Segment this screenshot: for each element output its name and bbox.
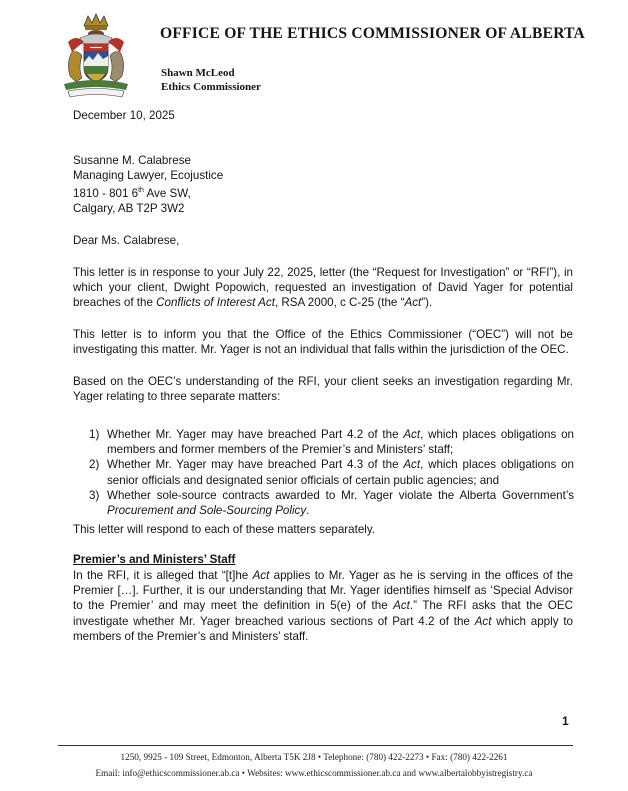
list-text-b: , which places obligations on senior officials and designated senior officials of certain public agencies; and [107,458,574,487]
paragraph-no-investigation: This letter is to inform you that the Office of the Ethics Commissioner (“OEC”) will not be investigating this matter. Mr. Yager is not an individual that falls within the jurisdiction of the OEC. [73,328,573,357]
act-title: Conflicts of Interest Act [156,296,275,310]
street-number: 1810 - 801 6 [73,187,139,201]
footer-web-line [0,768,628,778]
websites-label: Websites: [247,768,285,778]
paragraph-respond-separately: This letter will respond to each of these matters separately. [73,523,376,536]
alberta-coat-of-arms-icon [58,12,134,98]
section-heading: Premier’s and Ministers’ Staff [73,553,236,566]
footer-telephone: Telephone: (780) 422-2273 [323,752,424,762]
footer-fax: Fax: (780) 422-2261 [431,752,508,762]
para1-text-b: , RSA 2000, c C-25 (the “ [274,296,405,310]
list-italic: Act [403,428,421,441]
paragraph-premier-staff [73,568,573,644]
bullet-separator: • [423,752,432,762]
list-number: 2) [89,458,100,472]
recipient-title: Managing Lawyer, Ecojustice [73,169,224,183]
bullet-separator: • [239,768,248,778]
ethics-website-link[interactable]: www.ethicscommissioner.ab.ca [284,768,401,778]
street-name: Ave SW, [143,187,191,201]
paragraph-rfi-response [73,265,573,311]
list-number: 3) [89,488,100,502]
recipient-address-block [73,153,573,217]
list-item [89,427,574,457]
list-number: 1) [89,428,100,441]
act-short: Act [404,296,422,310]
email-link[interactable]: info@ethicscommissioner.ab.ca [122,768,240,778]
office-title: OFFICE OF THE ETHICS COMMISSIONER OF ALBERTA [160,25,586,42]
para5-text-a: In the RFI, it is alleged that “[t]he [73,569,253,582]
act-italic: Act [393,599,410,613]
footer-contact-line [0,752,628,762]
and-text: and [400,768,419,778]
recipient-street [73,183,573,201]
footer-divider [58,745,573,746]
commissioner-role: Ethics Commissioner [161,81,261,93]
list-italic: Act [403,458,421,472]
recipient-city: Calgary, AB T2P 3W2 [73,202,185,216]
letter-date: December 10, 2025 [73,109,175,122]
paragraph-matters-intro: Based on the OEC’s understanding of the RFI, your client seeks an investigation regarding Mr. Yager relating to three separate matters: [73,375,573,404]
lobbyist-registry-link[interactable]: www.albertalobbyistregistry.ca [418,768,533,778]
list-text: Whether Mr. Yager may have breached Part 4.2 of the [107,428,404,441]
greeting: Dear Ms. Calabrese, [73,234,180,247]
list-italic: Procurement and Sole-Sourcing Policy [107,504,307,518]
para1-text-c: ”). [421,296,433,310]
list-text: Whether sole-source contracts awarded to Mr. Yager violate the Alberta Government’s [107,488,574,502]
matters-list [89,427,574,518]
list-text-b: , which places obligations on members and former members of the Premier’s and Ministers’ staff; [107,428,574,457]
act-italic: Act [252,569,270,582]
email-label: Email: [95,768,123,778]
para5-text-c: .” The RFI asks that the OEC investigate whether Mr. Yager breached various sections of Part 4.2 of the [73,599,573,628]
page-number: 1 [562,714,569,728]
footer-address: 1250, 9925 - 109 Street, Edmonton, Alberta T5K 2J8 [120,752,316,762]
ordinal-suffix: th [138,187,144,195]
commissioner-name: Shawn McLeod [161,67,235,79]
bullet-separator: • [315,752,324,762]
list-item [89,488,574,518]
list-text-b: . [306,504,310,518]
act-italic: Act [474,614,492,628]
list-text: Whether Mr. Yager may have breached Part 4.3 of the [107,458,404,472]
recipient-name: Susanne M. Calabrese [73,154,191,167]
para5-text-b: applies to Mr. Yager as he is serving in the offices of the Premier […]. Further, it is our understanding that Mr. Yager identifies himself as ‘Special Advisor to the Premier’ and may meet the definition in 5(e) of the [73,569,573,613]
para1-text: This letter is in response to your July 22, 2025, letter (the “Request for Investigation” or “RFI”), in which your client, Dwight Popowich, requested an investigation of David Yager for potential breaches of the [73,266,573,310]
para5-text-d: which apply to members of the Premier’s and Ministers’ staff. [73,614,573,643]
list-item [89,457,574,487]
